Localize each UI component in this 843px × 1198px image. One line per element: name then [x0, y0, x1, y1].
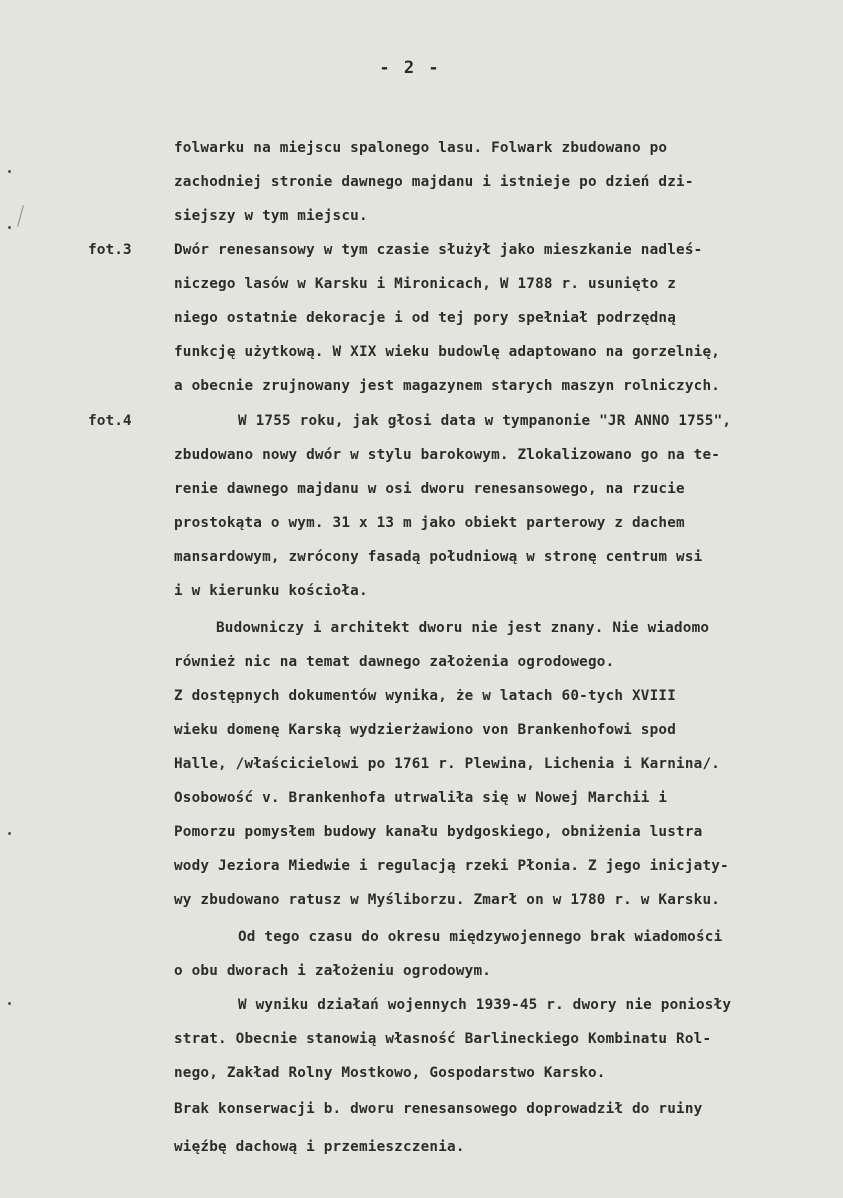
text-line: więźbę dachową i przemieszczenia. — [174, 1139, 465, 1155]
text-line: niczego lasów w Karsku i Mironicach, W 1788 r. usunięto z — [174, 276, 677, 292]
text-line: prostokąta o wym. 31 x 13 m jako obiekt parterowy z dachem — [174, 515, 685, 531]
text-line: zachodniej stronie dawnego majdanu i istnieje po dzień dzi- — [174, 174, 694, 190]
text-line: siejszy w tym miejscu. — [174, 208, 368, 224]
text-line: Pomorzu pomysłem budowy kanału bydgoskiego, obniżenia lustra — [174, 824, 703, 840]
margin-dot — [8, 226, 11, 229]
text-line: nego, Zakład Rolny Mostkowo, Gospodarstwo Karsko. — [174, 1065, 606, 1081]
text-line: funkcję użytkową. W XIX wieku budowlę adaptowano na gorzelnię, — [174, 344, 721, 360]
text-line: Halle, /właścicielowi po 1761 r. Plewina, Lichenia i Karnina/. — [174, 756, 721, 772]
text-line: renie dawnego majdanu w osi dworu renesansowego, na rzucie — [174, 481, 685, 497]
text-line: wody Jeziora Miedwie i regulacją rzeki Płonia. Z jego inicjaty- — [174, 858, 729, 874]
text-line: zbudowano nowy dwór w stylu barokowym. Zlokalizowano go na te- — [174, 447, 721, 463]
text-line: niego ostatnie dekoracje i od tej pory spełniał podrzędną — [174, 310, 677, 326]
text-line: a obecnie zrujnowany jest magazynem starych maszyn rolniczych. — [174, 378, 721, 394]
text-line: Osobowość v. Brankenhofa utrwaliła się w Nowej Marchii i — [174, 790, 668, 806]
text-line: również nic na temat dawnego założenia ogrodowego. — [174, 654, 615, 670]
text-line: wieku domenę Karską wydzierżawiono von Brankenhofowi spod — [174, 722, 677, 738]
margin-note-fot3: fot.3 — [88, 242, 132, 258]
text-line: Brak konserwacji b. dworu renesansowego doprowadził do ruiny — [174, 1101, 703, 1117]
text-line: folwarku na miejscu spalonego lasu. Folwark zbudowano po — [174, 140, 668, 156]
text-line: Od tego czasu do okresu międzywojennego brak wiadomości — [238, 929, 723, 945]
page-number: - 2 - — [379, 58, 441, 78]
text-line: o obu dworach i założeniu ogrodowym. — [174, 963, 492, 979]
margin-dot — [8, 1002, 11, 1005]
text-line: wy zbudowano ratusz w Myśliborzu. Zmarł on w 1780 r. w Karsku. — [174, 892, 721, 908]
text-line: Budowniczy i architekt dworu nie jest znany. Nie wiadomo — [216, 620, 710, 636]
margin-note-fot4: fot.4 — [88, 413, 132, 429]
text-line: Dwór renesansowy w tym czasie służył jako mieszkanie nadleś- — [174, 242, 703, 258]
text-line: i w kierunku kościoła. — [174, 583, 368, 599]
margin-dot — [8, 832, 11, 835]
margin-dot — [8, 170, 11, 173]
text-line: strat. Obecnie stanowią własność Barlineckiego Kombinatu Rol- — [174, 1031, 712, 1047]
margin-mark — [17, 205, 24, 227]
text-line: Z dostępnych dokumentów wynika, że w latach 60-tych XVIII — [174, 688, 677, 704]
text-line: W wyniku działań wojennych 1939-45 r. dwory nie poniosły — [238, 997, 732, 1013]
text-line: mansardowym, zwrócony fasadą południową w stronę centrum wsi — [174, 549, 703, 565]
text-line: W 1755 roku, jak głosi data w tympanonie "JR ANNO 1755", — [238, 413, 732, 429]
